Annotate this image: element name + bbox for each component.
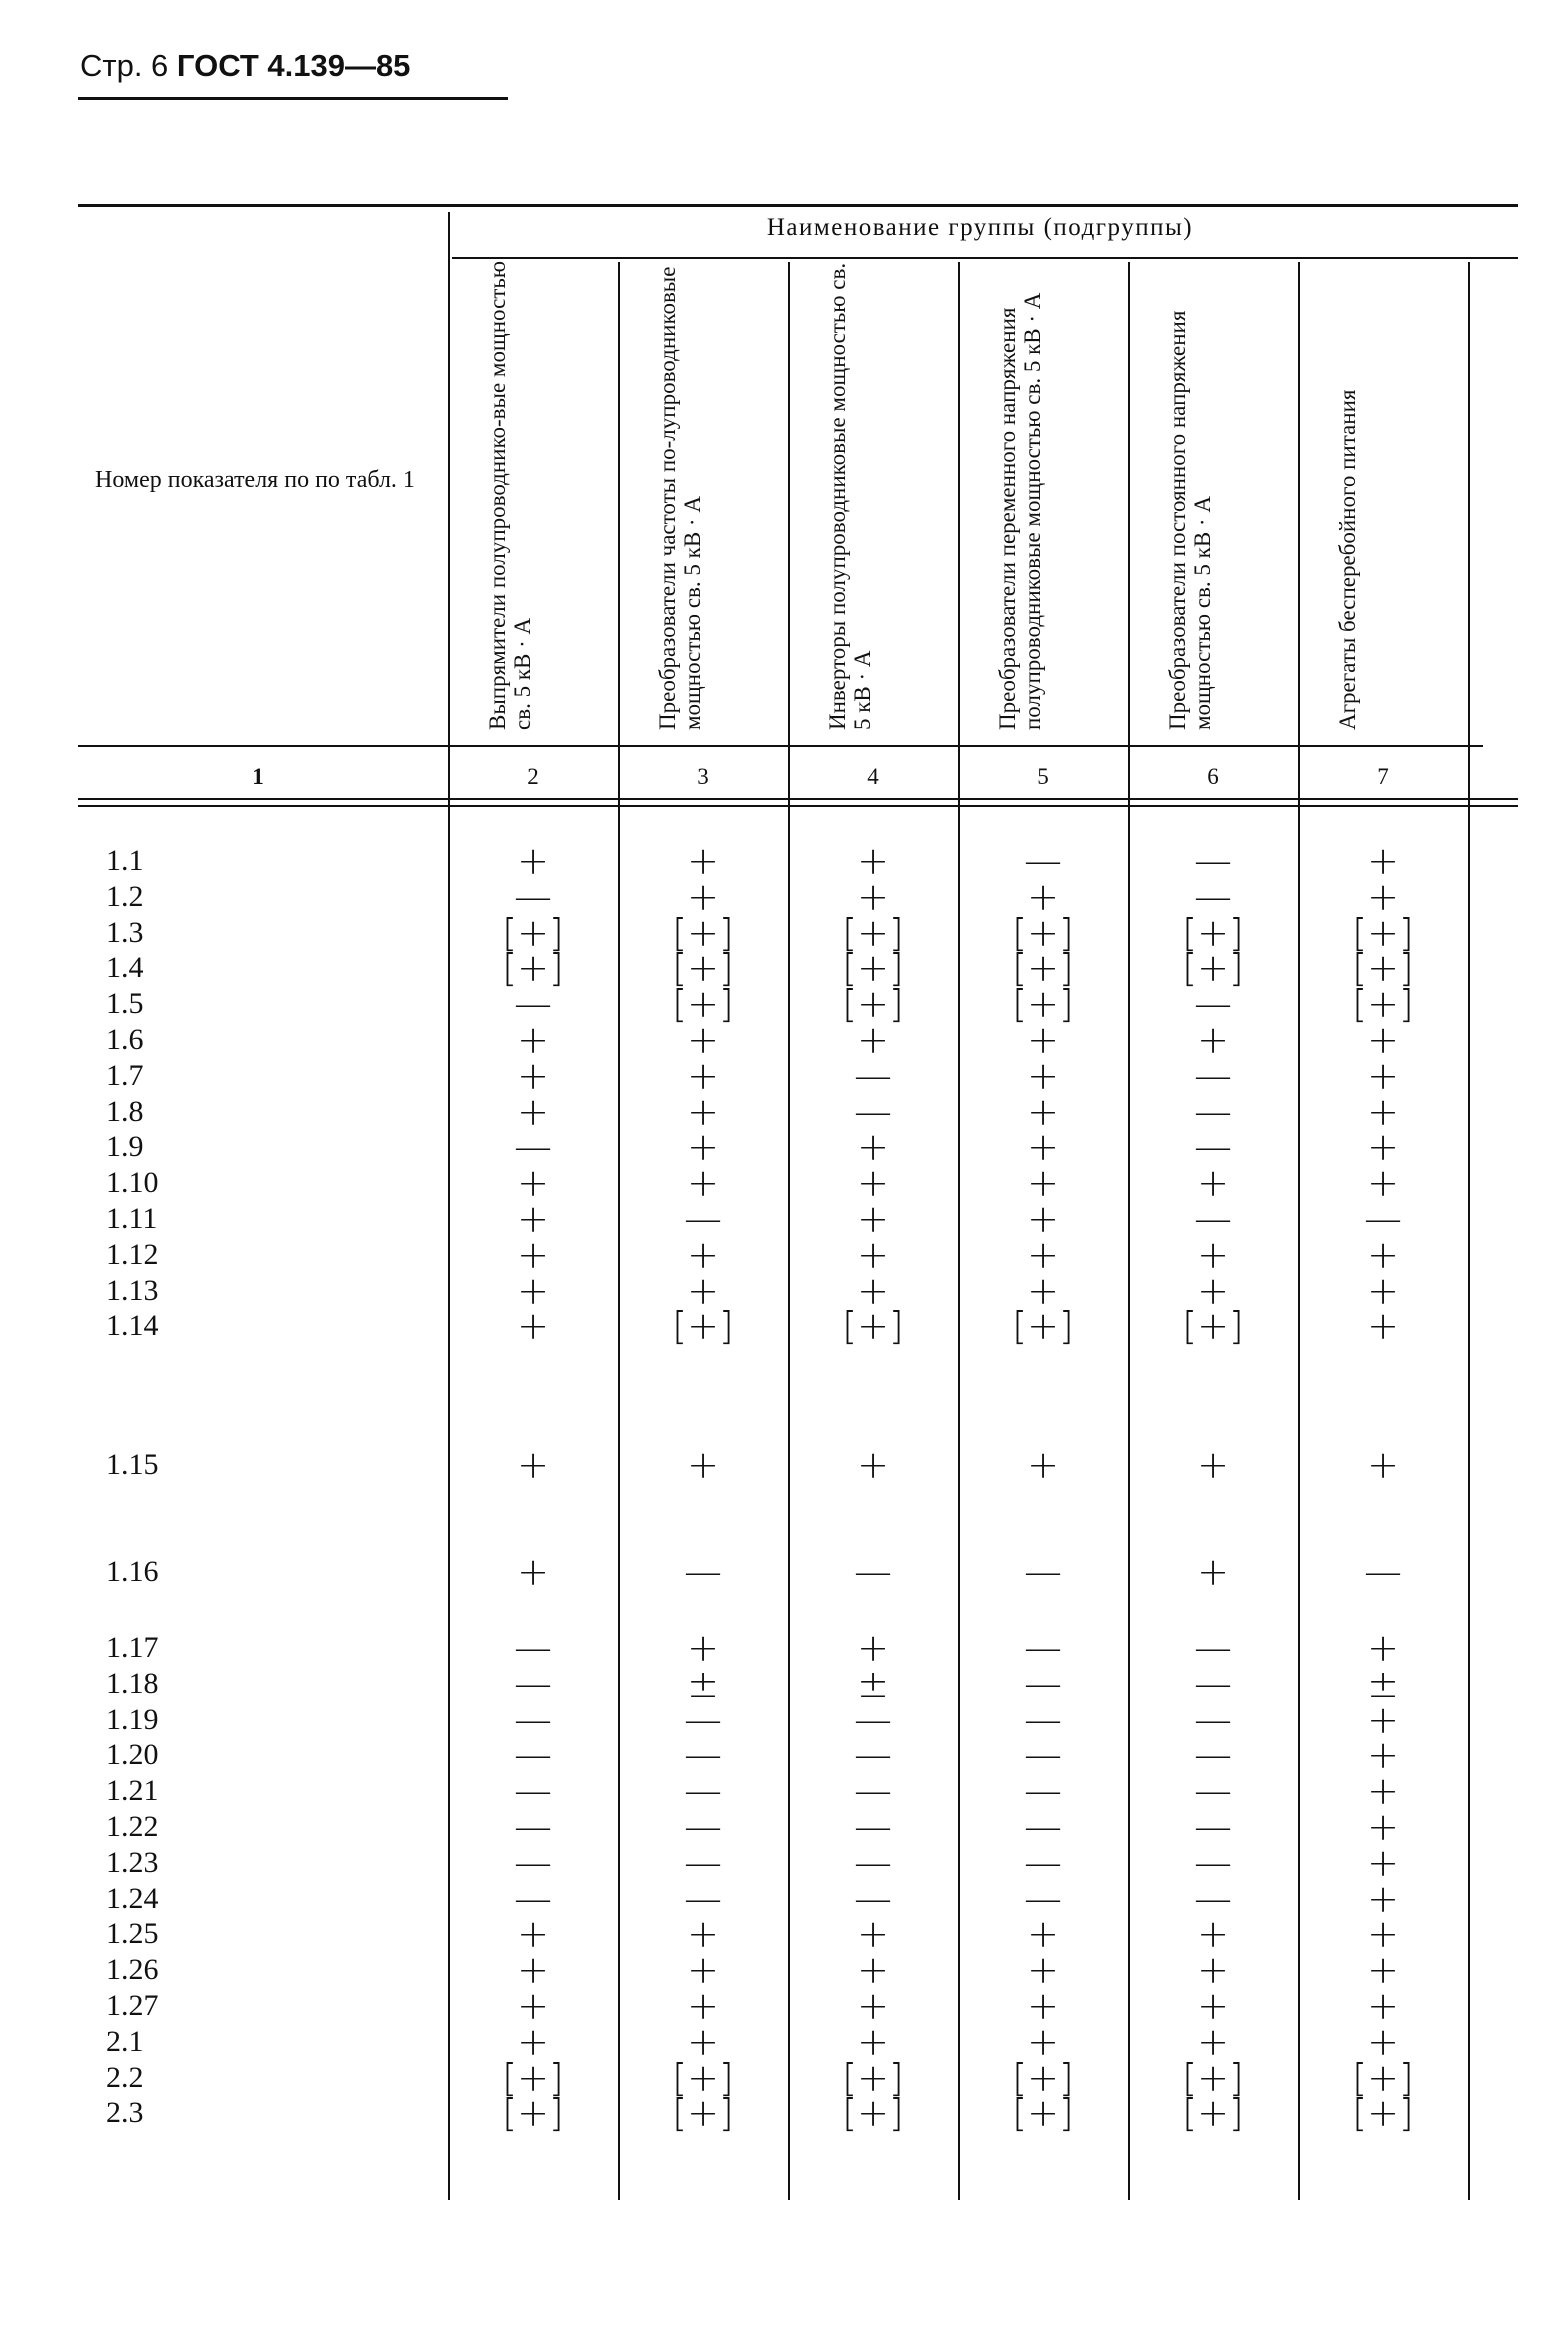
- table-cell: [+]: [1012, 2055, 1074, 2100]
- row-number: 1.6: [106, 1023, 144, 1056]
- table-cell: —: [1194, 874, 1232, 919]
- table-cell: —: [854, 1053, 892, 1098]
- table-cell: —: [1194, 1697, 1232, 1742]
- column-divider-4: [958, 262, 960, 2200]
- table-cell: +: [517, 1053, 549, 1098]
- table-cell: —: [1024, 1550, 1062, 1594]
- column-number-4: 4: [867, 764, 879, 789]
- table-cell: —: [1194, 1125, 1232, 1170]
- table-cell: +: [1027, 2019, 1059, 2064]
- column-header-rule: [78, 745, 1483, 747]
- table-cell: +: [1367, 1232, 1399, 1277]
- table-cell: —: [854, 1876, 892, 1921]
- column-header-label: Преобразователи переменного напряжения полупроводниковые мощностью св. 5 кВ · А: [995, 292, 1045, 730]
- table-cell: —: [1194, 1661, 1232, 1706]
- table-cell: +: [687, 1948, 719, 1993]
- table-cell: +: [1367, 1984, 1399, 2028]
- table-cell: +: [1367, 1697, 1399, 1742]
- column-number-2: 2: [527, 764, 539, 789]
- table-cell: —: [514, 1661, 552, 1706]
- table-cell: +: [1367, 1053, 1399, 1098]
- row-number: 1.27: [106, 1989, 159, 2022]
- table-cell: +: [857, 1626, 889, 1670]
- table-cell: [+]: [842, 982, 904, 1027]
- table-cell: —: [1364, 1550, 1402, 1594]
- table-cell: —: [684, 1769, 722, 1814]
- table-cell: +: [857, 1443, 889, 1487]
- row-number: 1.26: [106, 1953, 159, 1987]
- column-divider-3: [788, 262, 790, 2200]
- table-cell: +: [517, 839, 549, 883]
- table-cell: —: [514, 1626, 552, 1670]
- table-cell: +: [517, 1550, 549, 1594]
- table-cell: —: [1194, 1089, 1232, 1134]
- table-cell: —: [1194, 1053, 1232, 1098]
- table-cell: +: [1367, 1876, 1399, 1921]
- table-cell: —: [854, 1840, 892, 1885]
- table-cell: [+]: [502, 2055, 564, 2100]
- table-cell: +: [1027, 1948, 1059, 1993]
- column-number-5: 5: [1037, 764, 1049, 789]
- table-cell: +: [517, 1197, 549, 1241]
- row-number: 1.25: [106, 1917, 159, 1951]
- table-top-rule: [78, 204, 1518, 207]
- table-cell: [+]: [672, 946, 734, 991]
- table-cell: +: [687, 1626, 719, 1670]
- table-cell: +: [687, 1443, 719, 1487]
- table-cell: —: [1024, 1876, 1062, 1921]
- table-cell: [+]: [672, 982, 734, 1027]
- table-cell: —: [514, 1769, 552, 1814]
- table-cell: +: [687, 1232, 719, 1277]
- table-cell: +: [1027, 1443, 1059, 1487]
- row-number: 1.13: [106, 1273, 159, 1307]
- table-cell: +: [517, 1304, 549, 1349]
- table-cell: —: [1024, 839, 1062, 883]
- column-header-label: Инверторы полупроводниковые мощностью св. 5 кВ · А: [825, 262, 875, 730]
- table-cell: +: [1367, 1268, 1399, 1313]
- table-cell: +: [857, 839, 889, 883]
- table-cell: +: [857, 1018, 889, 1062]
- table-cell: +: [517, 1089, 549, 1134]
- row-number: 1.20: [106, 1738, 159, 1772]
- header-double-rule-1: [78, 798, 1518, 800]
- table-cell: —: [1024, 1661, 1062, 1706]
- column-divider-7: [1468, 262, 1470, 2200]
- table-cell: [+]: [672, 2055, 734, 2100]
- row-number: 1.24: [106, 1881, 159, 1915]
- table-cell: +: [1027, 1161, 1059, 1206]
- table-cell: [+]: [1182, 2055, 1244, 2100]
- column-divider-1: [448, 212, 450, 2200]
- column-divider-5: [1128, 262, 1130, 2200]
- column-header-label: Преобразователи постоянного напряжения мощностью св. 5 кВ · А: [1165, 310, 1215, 730]
- table-cell: +: [857, 1197, 889, 1241]
- table-cell: +: [1197, 1161, 1229, 1206]
- table-cell: —: [1194, 839, 1232, 883]
- table-cell: +: [687, 1912, 719, 1957]
- row-number: 1.1: [106, 844, 144, 877]
- table-cell: —: [684, 1197, 722, 1241]
- column-divider-2: [618, 262, 620, 2200]
- table-cell: +: [857, 1912, 889, 1957]
- row-number: 2.1: [106, 2024, 144, 2058]
- table-cell: [+]: [842, 2055, 904, 2100]
- table-cell: +: [1197, 1018, 1229, 1062]
- table-cell: +: [1197, 1443, 1229, 1487]
- column-divider-6: [1298, 262, 1300, 2200]
- table-cell: —: [684, 1550, 722, 1594]
- row-number: 2.3: [106, 2096, 144, 2130]
- table-cell: +: [1027, 1018, 1059, 1062]
- table-cell: [+]: [672, 2091, 734, 2136]
- row-number: 1.8: [106, 1094, 144, 1128]
- table-cell: —: [514, 982, 552, 1027]
- table-cell: +: [1197, 1550, 1229, 1594]
- table-cell: +: [517, 1443, 549, 1487]
- column-header-label: Агрегаты бесперебойного питания: [1335, 389, 1360, 730]
- table-cell: —: [684, 1840, 722, 1885]
- table-cell: —: [1194, 1805, 1232, 1849]
- table-cell: +: [687, 839, 719, 883]
- table-cell: [+]: [1352, 2091, 1414, 2136]
- row-number: 1.23: [106, 1845, 159, 1879]
- page-header: [80, 48, 410, 84]
- table-cell: +: [687, 1161, 719, 1206]
- table-cell: +: [1367, 1018, 1399, 1062]
- table-cell: [+]: [1352, 2055, 1414, 2100]
- table-cell: +: [517, 2019, 549, 2064]
- table-cell: [+]: [672, 910, 734, 955]
- table-cell: [+]: [1012, 1304, 1074, 1349]
- table-cell: —: [854, 1089, 892, 1134]
- column-number-6: 6: [1207, 764, 1219, 789]
- row-number: 2.2: [106, 2060, 144, 2094]
- table-cell: +: [1367, 2019, 1399, 2064]
- row-number: 1.5: [106, 987, 144, 1021]
- table-cell: —: [1364, 1197, 1402, 1241]
- table-cell: —: [684, 1876, 722, 1921]
- table-cell: [+]: [502, 2091, 564, 2136]
- table-cell: +: [687, 2019, 719, 2064]
- table-cell: —: [1024, 1805, 1062, 1849]
- table-cell: +: [1027, 1053, 1059, 1098]
- table-cell: —: [514, 1840, 552, 1885]
- group-title: Наименование группы (подгруппы): [766, 214, 1194, 241]
- table-cell: —: [854, 1769, 892, 1814]
- table-cell: +: [857, 1984, 889, 2028]
- table-cell: —: [684, 1733, 722, 1778]
- table-cell: —: [1024, 1697, 1062, 1742]
- table-cell: +: [1027, 1125, 1059, 1170]
- table-cell: ±: [687, 1661, 719, 1706]
- standard-number: ГОСТ 4.139—85: [176, 48, 411, 83]
- table-cell: —: [1024, 1769, 1062, 1814]
- table-cell: +: [687, 1984, 719, 2028]
- table-cell: +: [1367, 874, 1399, 919]
- table-cell: [+]: [672, 1304, 734, 1349]
- table-cell: +: [687, 1125, 719, 1170]
- table-cell: [+]: [1012, 2091, 1074, 2136]
- table-cell: +: [1197, 2019, 1229, 2064]
- row-number: 1.7: [106, 1058, 144, 1092]
- column-number-7: 7: [1377, 764, 1389, 789]
- table-cell: [+]: [1182, 2091, 1244, 2136]
- table-cell: +: [517, 1912, 549, 1957]
- row-number: 1.21: [106, 1774, 159, 1808]
- column-number-3: 3: [697, 764, 709, 789]
- row-number: 1.12: [106, 1237, 159, 1271]
- table-cell: +: [857, 2019, 889, 2064]
- table-cell: [+]: [502, 910, 564, 955]
- table-cell: —: [514, 874, 552, 919]
- table-cell: +: [687, 1053, 719, 1098]
- table-cell: +: [687, 1268, 719, 1313]
- table-cell: +: [1027, 1984, 1059, 2028]
- table-cell: [+]: [1012, 910, 1074, 955]
- table-cell: [+]: [1352, 910, 1414, 955]
- table-cell: +: [1367, 839, 1399, 883]
- row-number: 1.15: [106, 1448, 159, 1481]
- row-number: 1.9: [106, 1130, 144, 1164]
- table-cell: [+]: [1352, 946, 1414, 991]
- table-cell: —: [684, 1805, 722, 1849]
- table-cell: —: [514, 1697, 552, 1742]
- row-number: 1.22: [106, 1810, 159, 1843]
- table-cell: —: [1024, 1840, 1062, 1885]
- table-cell: —: [1194, 1769, 1232, 1814]
- table-cell: +: [1367, 1912, 1399, 1957]
- table-cell: [+]: [1182, 910, 1244, 955]
- table-cell: +: [1197, 1984, 1229, 2028]
- table-cell: —: [854, 1697, 892, 1742]
- column-header-label: Преобразователи частоты по-лупроводниковые мощностью св. 5 кВ · А: [655, 266, 705, 730]
- column-header-label: Выпрямители полупроводнико-вые мощностью св. 5 кВ · А: [485, 260, 535, 730]
- table-cell: +: [857, 1125, 889, 1170]
- table-cell: [+]: [842, 910, 904, 955]
- table-cell: —: [1194, 1840, 1232, 1885]
- table-cell: [+]: [842, 946, 904, 991]
- header-rule: [78, 97, 508, 100]
- row-number: 1.2: [106, 879, 144, 913]
- table-cell: —: [854, 1805, 892, 1849]
- table-cell: ±: [1367, 1661, 1399, 1706]
- table-cell: +: [1367, 1769, 1399, 1814]
- table-cell: +: [857, 874, 889, 919]
- table-cell: +: [687, 1018, 719, 1062]
- table-cell: +: [1197, 1232, 1229, 1277]
- column-number-1: 1: [252, 764, 264, 789]
- row-number: 1.17: [106, 1631, 159, 1664]
- header-double-rule-2: [78, 805, 1518, 807]
- table-cell: +: [857, 1948, 889, 1993]
- row-number: 1.3: [106, 915, 144, 949]
- table-cell: +: [1367, 1840, 1399, 1885]
- table-cell: +: [517, 1984, 549, 2028]
- table-cell: +: [517, 1268, 549, 1313]
- group-title-rule: [452, 257, 1518, 259]
- table-cell: —: [854, 1733, 892, 1778]
- table-cell: +: [857, 1232, 889, 1277]
- table-cell: +: [1027, 1232, 1059, 1277]
- table-cell: —: [1194, 1876, 1232, 1921]
- table-cell: +: [857, 1268, 889, 1313]
- table-cell: +: [1027, 1912, 1059, 1957]
- row-number: 1.4: [106, 951, 144, 985]
- table-cell: +: [517, 1161, 549, 1206]
- row-number: 1.11: [106, 1202, 158, 1235]
- table-cell: +: [1197, 1912, 1229, 1957]
- table-cell: —: [1024, 1626, 1062, 1670]
- row-number: 1.16: [106, 1555, 159, 1588]
- table-cell: +: [1197, 1268, 1229, 1313]
- table-cell: [+]: [842, 1304, 904, 1349]
- table-cell: —: [514, 1733, 552, 1778]
- table-cell: +: [517, 1948, 549, 1993]
- table-cell: [+]: [1182, 1304, 1244, 1349]
- table-cell: +: [1197, 1948, 1229, 1993]
- table-cell: ±: [857, 1661, 889, 1706]
- table-cell: —: [1194, 982, 1232, 1027]
- table-cell: +: [687, 874, 719, 919]
- row-number: 1.10: [106, 1166, 159, 1200]
- table-cell: —: [854, 1550, 892, 1594]
- row-number: 1.18: [106, 1666, 159, 1700]
- table-cell: +: [1027, 1197, 1059, 1241]
- table-cell: +: [1367, 1626, 1399, 1670]
- table-cell: +: [1027, 1268, 1059, 1313]
- table-cell: +: [1367, 1948, 1399, 1993]
- table-cell: —: [514, 1876, 552, 1921]
- table-cell: +: [1367, 1125, 1399, 1170]
- table-cell: +: [517, 1232, 549, 1277]
- table-cell: +: [1367, 1304, 1399, 1349]
- table-cell: —: [1194, 1197, 1232, 1241]
- page-number: Стр. 6: [80, 48, 169, 83]
- table-cell: [+]: [502, 946, 564, 991]
- table-cell: +: [1367, 1089, 1399, 1134]
- table-cell: [+]: [1012, 946, 1074, 991]
- row-number: 1.14: [106, 1309, 159, 1343]
- table-cell: [+]: [1352, 982, 1414, 1027]
- table-cell: [+]: [842, 2091, 904, 2136]
- table-cell: +: [1027, 874, 1059, 919]
- table-cell: +: [687, 1089, 719, 1134]
- table-cell: +: [1367, 1443, 1399, 1487]
- table-cell: —: [1194, 1733, 1232, 1778]
- row-number: 1.19: [106, 1702, 159, 1736]
- table-cell: +: [1027, 1089, 1059, 1134]
- table-cell: —: [514, 1805, 552, 1849]
- table-cell: —: [1194, 1626, 1232, 1670]
- table-cell: [+]: [1012, 982, 1074, 1027]
- table-cell: —: [1024, 1733, 1062, 1778]
- row-number-header: Номер показателя по по табл. 1: [95, 467, 415, 493]
- table-cell: +: [517, 1018, 549, 1062]
- table-cell: —: [514, 1125, 552, 1170]
- table-cell: +: [1367, 1805, 1399, 1849]
- table-cell: +: [1367, 1161, 1399, 1206]
- table-cell: +: [857, 1161, 889, 1206]
- table-cell: +: [1367, 1733, 1399, 1778]
- table-cell: [+]: [1182, 946, 1244, 991]
- table-cell: —: [684, 1697, 722, 1742]
